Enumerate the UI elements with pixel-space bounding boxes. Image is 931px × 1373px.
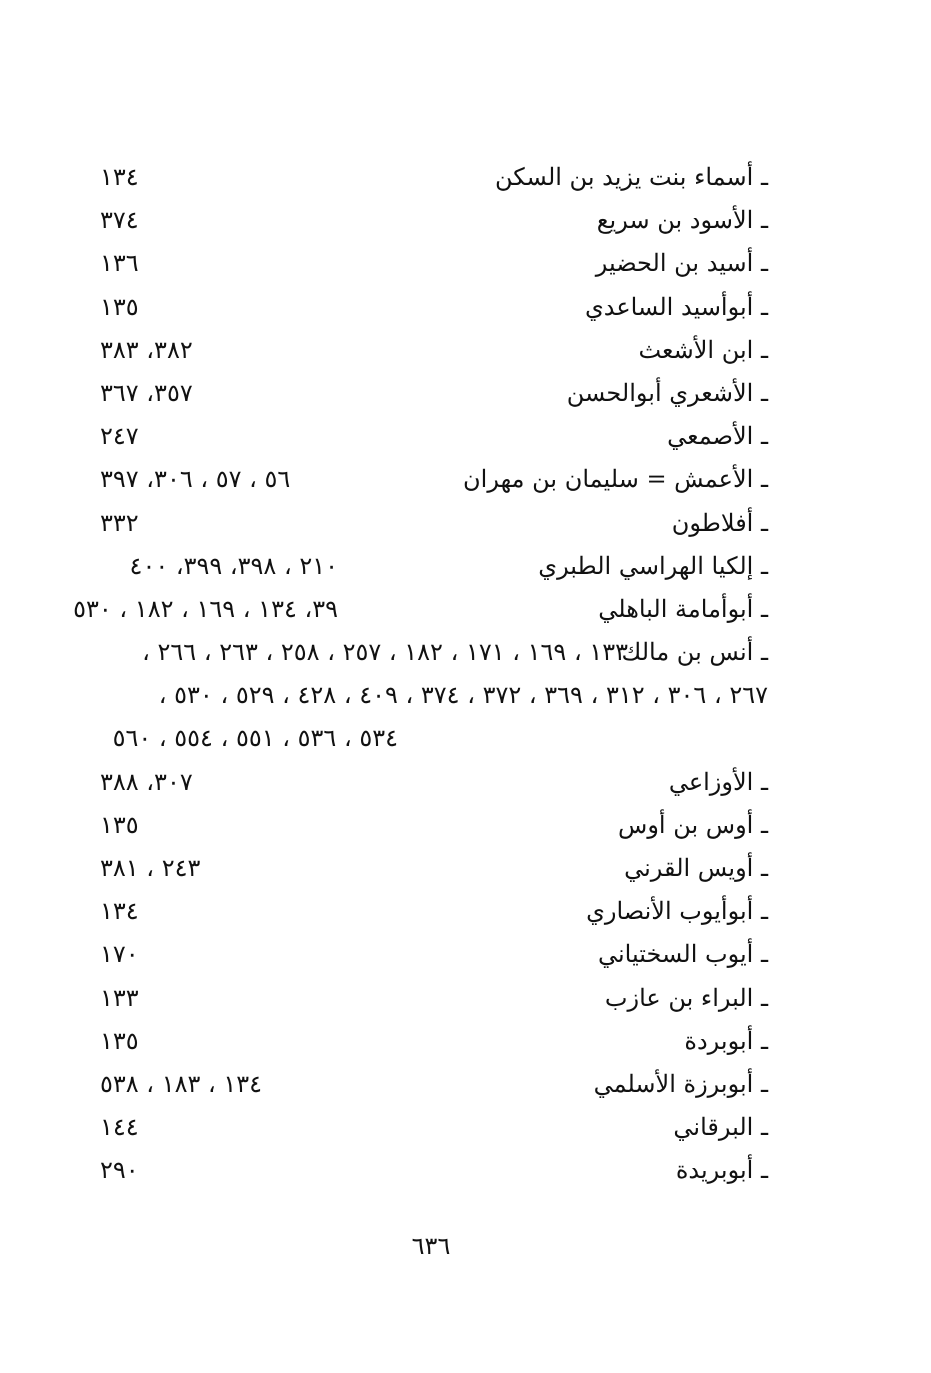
index-entry xyxy=(100,631,768,674)
entry-pages: ٢٩٠ xyxy=(100,1156,139,1185)
entry-name: ـ الأسود بن سريع xyxy=(596,206,768,235)
index-entry xyxy=(100,545,768,588)
entry-name: ـ الأصمعي xyxy=(667,422,768,451)
entry-name: ـ أبوأمامة الباهلي xyxy=(598,594,768,623)
entry-pages: ٢٤٣ ، ٣٨١ xyxy=(100,854,201,882)
entry-pages: ٣٣٢ xyxy=(100,508,139,537)
entry-pages: ١٣٣ xyxy=(100,983,139,1012)
entry-name: ـ أبوبردة xyxy=(684,1026,768,1055)
entry-pages: ٢٤٧ xyxy=(100,422,139,451)
entry-pages: ١٣٥ xyxy=(100,810,139,839)
entry-name: ـ أنس بن مالك xyxy=(621,638,768,667)
entry-name: ـ البرقاني xyxy=(673,1113,768,1142)
entry-name: ـ أبوبرزة الأسلمي xyxy=(593,1069,768,1098)
index-entry xyxy=(100,199,768,242)
index-entry xyxy=(100,415,768,458)
entry-pages: ١٣٤ xyxy=(100,163,139,191)
index-entry xyxy=(100,372,768,415)
entry-name: ـ أسيد بن الحضير xyxy=(595,249,768,278)
index-entry xyxy=(100,804,768,847)
index-entry xyxy=(100,890,768,933)
index-entry xyxy=(100,286,768,329)
entry-pages: ١٣٦ xyxy=(100,249,139,278)
entry-name: ـ أسماء بنت يزيد بن السكن xyxy=(495,163,768,191)
index-entry xyxy=(100,1063,768,1106)
entry-name: ـ إلكيا الهراسي الطبري xyxy=(538,551,768,580)
entry-name: ـ أفلاطون xyxy=(671,508,768,537)
index-entry xyxy=(100,502,768,545)
index-entry xyxy=(100,761,768,804)
entry-pages: ١٣٤ ، ١٨٣ ، ٥٣٨ xyxy=(100,1069,263,1098)
entry-pages: ٣٥٧، ٣٦٧ xyxy=(100,378,193,407)
index-entry-continuation xyxy=(100,674,768,717)
entry-pages: ٥٦ ، ٥٧ ، ٣٠٦، ٣٩٧ xyxy=(100,465,291,494)
entry-name: ـ أويس القرني xyxy=(624,854,768,882)
index-entry xyxy=(100,1106,768,1149)
entry-name: ـ أوس بن أوس xyxy=(618,810,768,839)
index-entry xyxy=(100,242,768,285)
index-entry xyxy=(100,156,768,199)
entry-name: ـ ابن الأشعث xyxy=(638,335,768,364)
entry-pages: ٢١٠ ، ٣٩٨، ٣٩٩، ٤٠٠ xyxy=(129,551,338,580)
entry-pages-continuation: ٥٣٤ ، ٥٣٦ ، ٥٥١ ، ٥٥٤ ، ٥٦٠ xyxy=(112,724,398,753)
index-entry xyxy=(100,977,768,1020)
index-entry xyxy=(100,458,768,501)
entry-name: ـ البراء بن عازب xyxy=(604,983,768,1012)
page-number: ٦٣٦ xyxy=(411,1232,451,1260)
index-entry xyxy=(100,1020,768,1063)
index-list xyxy=(73,156,768,1193)
entry-pages: ٣٩، ١٣٤ ، ١٦٩ ، ١٨٢ ، ٥٣٠ xyxy=(73,594,338,623)
entry-pages: ١٣٥ xyxy=(100,1026,139,1055)
entry-name: ـ أبوبريدة xyxy=(675,1156,768,1185)
entry-pages: ١٤٤ xyxy=(100,1113,139,1142)
entry-pages: ١٧٠ xyxy=(100,940,139,969)
entry-name: ـ أبوأسيد الساعدي xyxy=(584,292,768,321)
index-entry xyxy=(100,847,768,890)
index-entry-continuation xyxy=(100,717,768,760)
index-entry xyxy=(100,329,768,372)
entry-pages: ١٣٥ xyxy=(100,292,139,321)
index-entry xyxy=(100,933,768,976)
entry-pages: ١٣٣ ، ١٦٩ ، ١٧١ ، ١٨٢ ، ٢٥٧ ، ٢٥٨ ، ٢٦٣ ، ٢٦٦ ، xyxy=(142,638,628,667)
entry-pages: ٣٨٢، ٣٨٣ xyxy=(100,335,193,364)
entry-pages: ٣٠٧، ٣٨٨ xyxy=(100,767,193,796)
entry-pages: ١٣٤ xyxy=(100,897,139,926)
index-entry xyxy=(100,1149,768,1192)
entry-pages: ٣٧٤ xyxy=(100,206,139,235)
entry-name: ـ الأوزاعي xyxy=(668,767,768,796)
entry-name: ـ أبوأيوب الأنصاري xyxy=(586,897,768,926)
entry-pages-continuation: ٢٦٧ ، ٣٠٦ ، ٣١٢ ، ٣٦٩ ، ٣٧٢ ، ٣٧٤ ، ٤٠٩ ، ٤٢٨ ، ٥٢٩ ، ٥٣٠ ، xyxy=(158,681,768,710)
entry-name: ـ أيوب السختياني xyxy=(598,940,768,969)
entry-name: ـ الأشعري أبوالحسن xyxy=(566,378,768,407)
index-entry xyxy=(73,588,768,631)
entry-name: ـ الأعمش = سليمان بن مهران xyxy=(463,465,768,494)
